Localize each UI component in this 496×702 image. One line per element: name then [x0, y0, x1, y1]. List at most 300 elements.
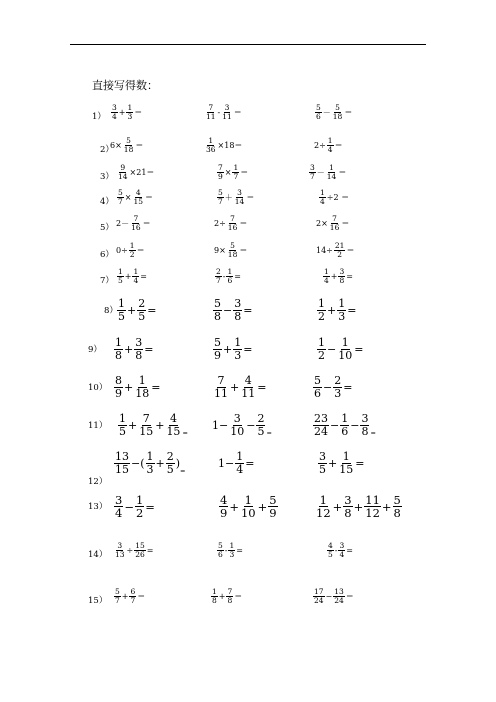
fraction-numerator: 1 [329, 163, 334, 172]
fraction [114, 542, 126, 559]
fraction-numerator: 5 [335, 103, 340, 112]
math-expression [212, 298, 252, 322]
math-expression [212, 375, 266, 399]
fraction [317, 337, 326, 361]
fraction-denominator: 7 [233, 171, 239, 181]
fraction-denominator: 7 [310, 171, 315, 181]
fraction [114, 451, 130, 475]
fraction [213, 337, 222, 361]
math-operator: + [327, 303, 337, 317]
math-operator: 2÷ [214, 218, 226, 228]
math-operator: 1− [212, 418, 229, 432]
fraction [126, 104, 133, 121]
fraction [235, 451, 244, 475]
math-operator: = [151, 380, 161, 394]
exercise-number: 7） [100, 276, 114, 286]
fraction [114, 588, 121, 605]
fraction-denominator: 5 [118, 309, 125, 323]
fraction-numerator: 1 [320, 188, 325, 197]
fraction-denominator: 26 [135, 549, 145, 559]
fraction-numerator: 1 [318, 297, 325, 310]
fraction-numerator: 1 [135, 493, 144, 507]
fraction-denominator: 7 [118, 196, 123, 206]
fraction [123, 137, 135, 154]
fraction [318, 451, 327, 475]
fraction-denominator: 7 [130, 595, 136, 605]
fraction [338, 451, 354, 475]
fraction [319, 189, 326, 206]
fraction-numerator: 7 [230, 214, 235, 223]
math-operator: − [223, 303, 233, 317]
fraction-numerator: 4 [169, 412, 177, 425]
fraction-numerator: 5 [214, 297, 221, 310]
math-operator: = [144, 342, 154, 356]
math-operator: = [346, 271, 353, 281]
exercise-number: 3） [100, 172, 114, 182]
fraction-numerator: 7 [227, 587, 233, 596]
math-expression [317, 451, 364, 475]
math-operator: + [155, 456, 165, 470]
fraction [205, 104, 217, 121]
math-expression [113, 494, 155, 519]
fraction-denominator: 10 [240, 506, 256, 521]
math-operator: + [124, 342, 134, 356]
fraction [111, 104, 118, 121]
fraction [135, 494, 144, 519]
fraction-denominator: 2 [318, 348, 325, 362]
fraction-denominator: 8 [393, 506, 401, 521]
fraction-numerator: 11 [365, 493, 380, 507]
fraction [117, 164, 129, 181]
math-expression [214, 215, 247, 232]
math-expression [116, 242, 145, 259]
fraction [313, 588, 325, 605]
exercise-number: 6） [100, 250, 114, 260]
fraction-numerator: 5 [115, 587, 120, 596]
math-operator: ×18＝ [217, 140, 243, 150]
page-title: 直接写得数： [92, 79, 158, 92]
math-operator: ＝ [239, 245, 248, 255]
fraction-denominator: 5 [138, 309, 146, 323]
math-operator: ＝ [135, 140, 144, 150]
fraction-denominator: 2 [318, 309, 325, 323]
fraction [229, 413, 245, 437]
exercise-number: 13） [88, 502, 108, 512]
fraction-denominator: 13 [115, 549, 125, 559]
exercise-number: 5） [100, 223, 114, 233]
math-operator: 0÷ [116, 245, 128, 255]
math-operator: = [343, 380, 353, 394]
fraction-numerator: 5 [218, 541, 223, 550]
fraction [117, 268, 124, 285]
fraction-numerator: 7 [217, 374, 225, 387]
math-expression [214, 242, 247, 259]
fraction [129, 242, 136, 259]
math-operator: 14÷ [316, 245, 333, 255]
math-operator: + [229, 499, 239, 514]
fraction-numerator: 4 [135, 188, 141, 197]
math-operator: 2÷ [314, 140, 326, 150]
fraction-numerator: 6 [130, 587, 136, 596]
fraction [333, 375, 342, 399]
fraction-denominator: 6 [341, 424, 349, 438]
fraction-denominator: 5 [118, 275, 123, 285]
exercise-number: 9） [88, 345, 102, 355]
math-operator: ＋ [224, 192, 233, 202]
fraction-denominator: 36 [206, 144, 216, 154]
math-expression [322, 268, 353, 285]
math-operator: × [124, 192, 132, 202]
fraction [132, 189, 144, 206]
math-expression [113, 337, 153, 361]
fraction [134, 542, 146, 559]
fraction-numerator: 3 [310, 163, 315, 172]
math-operator: + [230, 380, 240, 394]
math-expression [210, 588, 242, 605]
fraction-numerator: 3 [234, 297, 242, 310]
fraction-numerator: 23 [314, 412, 328, 425]
math-expression [318, 189, 349, 206]
fraction [146, 451, 155, 475]
math-operator: = [354, 342, 364, 356]
fraction-denominator: 3 [338, 309, 346, 323]
fraction [221, 104, 233, 121]
fraction [228, 542, 235, 559]
math-expression [316, 337, 363, 361]
math-operator: × [224, 167, 232, 177]
fraction-denominator: 15 [115, 462, 129, 476]
fraction-denominator: 15 [339, 462, 354, 476]
fraction-numerator: 1 [212, 587, 217, 596]
fraction-denominator: 16 [227, 222, 238, 232]
fraction-denominator: 8 [135, 348, 143, 362]
fraction-numerator: 3 [115, 493, 123, 507]
fraction-numerator: 2 [216, 267, 221, 276]
math-operator: ÷2 ＝ [326, 192, 350, 202]
fraction-denominator: 12 [316, 506, 331, 521]
fraction-denominator: 10 [230, 424, 245, 438]
math-expression [216, 189, 254, 206]
fraction-numerator: 2 [138, 297, 146, 310]
fraction [343, 494, 352, 519]
fraction-denominator: 4 [112, 111, 117, 121]
math-operator: ＝ [136, 245, 145, 255]
fraction-denominator: 8 [115, 348, 122, 362]
fraction-numerator: 3 [361, 412, 369, 425]
fraction-denominator: 9 [214, 348, 221, 362]
fraction [313, 413, 329, 437]
math-expression [312, 413, 376, 437]
fraction-numerator: 13 [334, 587, 344, 596]
fraction-denominator: 4 [339, 549, 345, 559]
fraction-numerator: 15 [135, 541, 145, 550]
fraction-numerator: 4 [244, 374, 252, 387]
math-operator: = [140, 271, 147, 281]
math-operator: 2－ [116, 218, 130, 228]
math-operator: ＝ [233, 107, 242, 117]
fraction-numerator: 1 [341, 412, 349, 425]
fraction [327, 542, 334, 559]
fraction-denominator: 11 [214, 386, 228, 400]
fraction-denominator: 14 [118, 171, 128, 181]
math-expression [216, 164, 248, 181]
fraction-denominator: 16 [329, 222, 340, 232]
fraction-numerator: 1 [115, 336, 122, 349]
math-expression [204, 137, 242, 154]
fraction [232, 164, 239, 181]
math-expression [218, 494, 279, 519]
math-operator: = [355, 456, 365, 470]
math-operator: ＝ [345, 591, 354, 601]
fraction-denominator: 7 [115, 595, 120, 605]
math-operator: ＝ [344, 107, 353, 117]
math-operator: ) [175, 456, 181, 470]
math-expression [204, 104, 242, 121]
fraction [334, 242, 346, 259]
exercise-number: 15） [88, 596, 108, 606]
math-operator: + [330, 271, 338, 281]
fraction-numerator: 4 [328, 541, 333, 550]
fraction-numerator: 3 [233, 412, 241, 425]
fraction-numerator: 13 [115, 450, 129, 463]
fraction-denominator: 4 [133, 275, 139, 285]
math-operator: ＝ [334, 140, 343, 150]
fraction-denominator: 8 [227, 595, 233, 605]
math-operator: = [245, 456, 255, 470]
fraction [233, 337, 242, 361]
math-expression [326, 542, 353, 559]
fraction-denominator: 2 [337, 249, 343, 259]
math-expression [116, 164, 154, 181]
fraction [211, 588, 218, 605]
fraction-denominator: 9 [220, 506, 228, 521]
fraction [117, 298, 126, 322]
math-operator: + [118, 107, 126, 117]
math-expression [214, 268, 241, 285]
fraction-numerator: 17 [314, 587, 324, 596]
math-expression [314, 104, 352, 121]
math-operator: ＝ [240, 167, 249, 177]
fraction-denominator: 9 [269, 506, 277, 521]
fraction [226, 588, 233, 605]
math-operator: = [182, 429, 188, 438]
math-operator: + [155, 418, 165, 432]
math-operator: - [224, 545, 228, 555]
math-operator: − [246, 418, 256, 432]
fraction [217, 164, 224, 181]
fraction-numerator: 5 [314, 374, 321, 387]
fraction [138, 413, 154, 437]
fraction [205, 137, 217, 154]
fraction-denominator: 24 [334, 595, 344, 605]
top-rule [70, 44, 426, 45]
math-operator: = [236, 545, 243, 555]
exercise-number: 12） [88, 477, 108, 487]
fraction-numerator: 21 [334, 241, 345, 250]
math-operator: ＝ [137, 591, 146, 601]
math-operator: + [381, 499, 392, 514]
fraction [337, 298, 346, 322]
fraction-numerator: 9 [120, 163, 126, 172]
fraction-denominator: 18 [227, 249, 238, 259]
fraction-numerator: 1 [236, 450, 244, 463]
math-operator: 9× [214, 245, 226, 255]
fraction-denominator: 24 [314, 424, 328, 438]
math-operator: = [257, 380, 267, 394]
math-operator: + [121, 591, 129, 601]
math-expression [113, 588, 145, 605]
math-operator: ＝ [234, 591, 243, 601]
exercise-number: 4） [100, 197, 114, 207]
fraction-denominator: 3 [234, 348, 242, 362]
math-operator: ÷ [126, 545, 134, 555]
fraction-denominator: 6 [314, 386, 321, 400]
fraction-denominator: 10 [338, 348, 353, 362]
math-operator: − [327, 342, 337, 356]
fraction-numerator: 1 [227, 267, 233, 276]
fraction [114, 494, 123, 519]
math-expression [116, 268, 147, 285]
fraction-denominator: 16 [131, 222, 141, 232]
math-expression [314, 137, 343, 154]
fraction [338, 268, 345, 285]
fraction [114, 337, 123, 361]
fraction-denominator: 8 [339, 275, 345, 285]
exercise-number: 2） [100, 145, 114, 155]
fraction [268, 494, 277, 519]
fraction-denominator: 8 [234, 309, 242, 323]
fraction-denominator: 3 [146, 462, 154, 476]
fraction [326, 164, 338, 181]
fraction-numerator: 2 [257, 412, 265, 425]
math-operator: 2× [316, 218, 328, 228]
exercise-number: 8） [104, 306, 118, 316]
math-operator: = [180, 467, 186, 476]
math-operator: + [353, 499, 364, 514]
fraction-denominator: 9 [218, 171, 223, 181]
fraction-denominator: 4 [327, 144, 333, 154]
math-operator: - [222, 271, 226, 281]
fraction-denominator: 4 [236, 462, 244, 476]
fraction-denominator: 24 [314, 595, 324, 605]
fraction [130, 215, 142, 232]
fraction [227, 215, 239, 232]
math-operator: ＝ [142, 218, 151, 228]
math-expression [113, 451, 185, 475]
math-expression [117, 413, 188, 437]
fraction-numerator: 1 [327, 136, 333, 145]
math-expression [308, 164, 346, 181]
fraction [219, 494, 228, 519]
fraction-numerator: 7 [208, 103, 214, 112]
fraction-denominator: 4 [320, 196, 325, 206]
fraction-denominator: 15 [133, 196, 144, 206]
math-operator: = [370, 429, 376, 438]
fraction-numerator: 7 [133, 214, 139, 223]
fraction-numerator: 5 [118, 188, 123, 197]
fraction-denominator: 6 [218, 549, 223, 559]
fraction [315, 104, 322, 121]
math-operator: - [217, 107, 221, 117]
fraction [338, 542, 345, 559]
math-operator: ＝ [246, 192, 255, 202]
fraction [215, 268, 222, 285]
fraction-denominator: 7 [218, 196, 223, 206]
fraction-numerator: 3 [117, 541, 123, 550]
fraction-denominator: 9 [115, 386, 122, 400]
fraction-denominator: 5 [257, 424, 265, 438]
math-expression [212, 413, 272, 437]
fraction-denominator: 6 [227, 275, 233, 285]
fraction-numerator: 1 [129, 241, 135, 250]
math-operator: ＝ [239, 218, 248, 228]
fraction-denominator: 5 [119, 424, 126, 438]
fraction-denominator: 5 [166, 462, 174, 476]
math-operator: ＝ [134, 107, 143, 117]
fraction-denominator: 11 [241, 386, 256, 400]
fraction-denominator: 3 [334, 386, 342, 400]
math-operator: = [147, 303, 157, 317]
math-operator: = [146, 545, 154, 555]
fraction-numerator: 1 [318, 336, 325, 349]
fraction-numerator: 5 [269, 493, 277, 507]
fraction-denominator: 5 [319, 462, 326, 476]
fraction-denominator: 3 [229, 549, 235, 559]
math-operator: + [128, 418, 138, 432]
fraction-denominator: 4 [115, 506, 123, 521]
math-operator: = [243, 342, 253, 356]
math-operator: + [223, 342, 233, 356]
fraction [360, 413, 369, 437]
fraction-numerator: 1 [234, 336, 242, 349]
fraction-denominator: 11 [206, 111, 216, 121]
fraction-numerator: 5 [393, 493, 401, 507]
fraction [340, 413, 349, 437]
fraction-numerator: 1 [229, 541, 235, 550]
math-expression [312, 375, 352, 399]
fraction-denominator: 18 [332, 111, 343, 121]
math-expression [113, 542, 154, 559]
math-operator: ＝ [346, 245, 355, 255]
fraction-numerator: 1 [342, 450, 350, 463]
fraction [118, 413, 127, 437]
math-expression [116, 298, 156, 322]
fraction [213, 298, 222, 322]
fraction-denominator: 11 [222, 111, 232, 121]
fraction-denominator: 8 [361, 424, 369, 438]
math-operator: － [316, 167, 325, 177]
fraction-numerator: 3 [339, 541, 345, 550]
fraction [234, 189, 246, 206]
fraction [166, 451, 175, 475]
fraction-denominator: 8 [212, 595, 217, 605]
fraction-denominator: 6 [316, 111, 321, 121]
math-operator: = [347, 303, 357, 317]
fraction-denominator: 12 [365, 506, 380, 521]
math-operator: ×21＝ [129, 167, 155, 177]
fraction [332, 104, 344, 121]
fraction-denominator: 3 [127, 111, 133, 121]
fraction [313, 375, 322, 399]
fraction [240, 494, 257, 519]
math-operator: - [334, 545, 338, 555]
exercise-number: 1） [92, 112, 106, 122]
fraction-numerator: 7 [142, 412, 150, 425]
fraction-denominator: 14 [234, 196, 245, 206]
math-operator: + [124, 380, 134, 394]
fraction-numerator: 1 [138, 374, 146, 387]
fraction [323, 268, 330, 285]
